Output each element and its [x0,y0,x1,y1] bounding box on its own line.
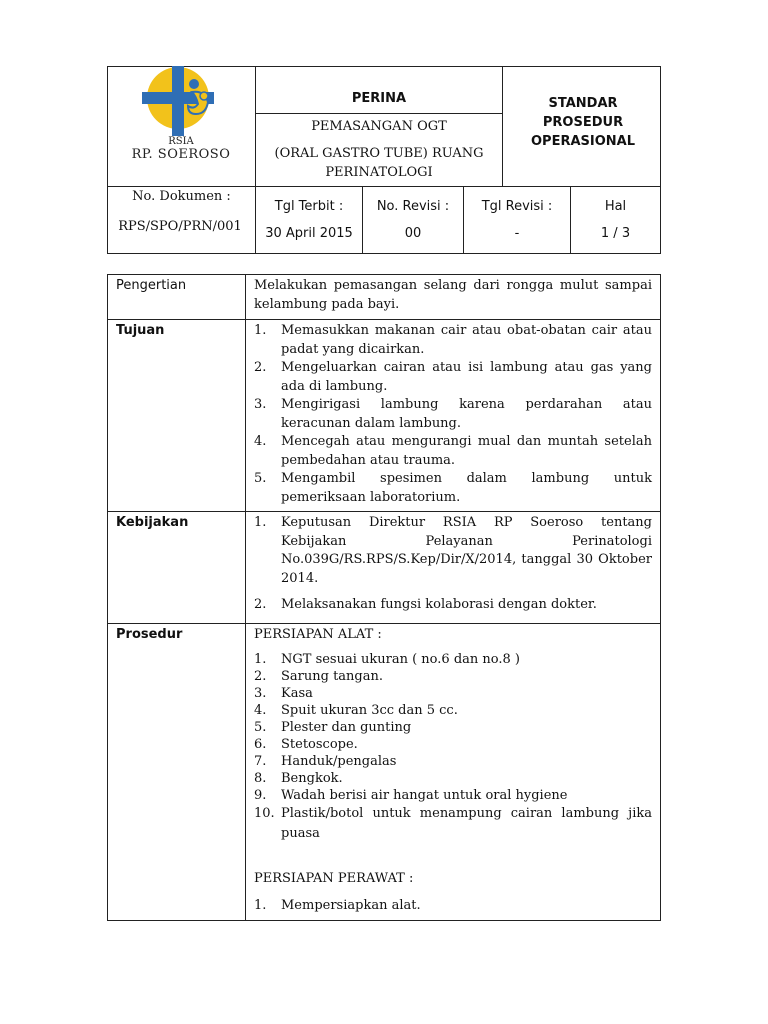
list-item: 4. Spuit ukuran 3cc dan 5 cc. [254,703,458,718]
list-item: 1. Keputusan Direktur RSIA RP Soeroso tentang Kebijakan Pelayanan Perinatologi No.039G/RS.RPS/S.Kep/Dir/X/2014, tanggal 30 Oktober 2014. [254,515,652,586]
logo-text-rsia: RSIA [168,136,194,147]
title-line1: PEMASANGAN OGT [311,119,447,134]
pengertian-label: Pengertian [116,278,187,293]
no-dokumen-value: RPS/SPO/PRN/001 [118,219,242,234]
unit-name: PERINA [351,91,407,106]
list-item: 2. Mengeluarkan cairan atau isi lambung atau gas yang ada di lambung. [254,360,652,394]
list-item: 3. Mengirigasi lambung karena perdarahan atau keracunan dalam lambung. [254,397,652,431]
pengertian-text: Melakukan pemasangan selang dari rongga mulut sampai kelambung pada bayi. [254,278,652,312]
persiapan-alat-heading: PERSIAPAN ALAT : [254,627,382,642]
tujuan-label: Tujuan [116,323,165,338]
list-item: 6. Stetoscope. [254,737,358,752]
document-type: STANDAR PROSEDUR OPERASIONAL [530,96,635,149]
tgl-revisi-value: - [514,226,520,241]
title-line2: (ORAL GASTRO TUBE) RUANG PERINATOLOGI [274,146,484,180]
list-item: 3. Kasa [254,686,313,701]
list-item: 1. NGT sesuai ukuran ( no.6 dan no.8 ) [254,652,520,667]
tujuan-list [254,322,652,507]
tgl-terbit-value: 30 April 2015 [265,226,353,241]
tgl-terbit-label: Tgl Terbit : [274,199,344,214]
list-item: 1. Memasukkan makanan cair atau obat-obatan cair atau padat yang dicairkan. [254,323,652,357]
list-item: 9. Wadah berisi air hangat untuk oral hygiene [254,788,568,803]
list-item: 2. Melaksanakan fungsi kolaborasi dengan dokter. [254,597,597,612]
logo-text-name: RP. SOEROSO [131,147,231,162]
list-item: 7. Handuk/pengalas [254,754,397,769]
persiapan-perawat-heading: PERSIAPAN PERAWAT : [254,871,414,886]
hal-value: 1 / 3 [600,226,631,241]
no-dokumen-label: No. Dokumen : [132,189,231,204]
perawat-list [254,897,652,916]
list-item: 4. Mencegah atau mengurangi mual dan muntah setelah pembedahan atau trauma. [254,434,652,468]
list-item: 5. Mengambil spesimen dalam lambung untuk pemeriksaan laboratorium. [254,471,652,505]
list-item: 8. Bengkok. [254,771,343,786]
hospital-logo [131,66,239,166]
list-item: 2. Sarung tangan. [254,669,383,684]
hal-label: Hal [604,199,627,214]
prosedur-label: Prosedur [116,627,183,642]
alat-list [254,651,652,844]
no-revisi-value: 00 [404,226,422,241]
kebijakan-label: Kebijakan [116,515,189,530]
list-item: 5. Plester dan gunting [254,720,412,735]
no-revisi-label: No. Revisi : [376,199,450,214]
kebijakan-list [254,514,652,615]
list-item: 1. Mempersiapkan alat. [254,898,421,913]
tgl-revisi-label: Tgl Revisi : [481,199,553,214]
list-item: 10. Plastik/botol untuk menampung cairan lambung jika puasa [254,806,652,841]
